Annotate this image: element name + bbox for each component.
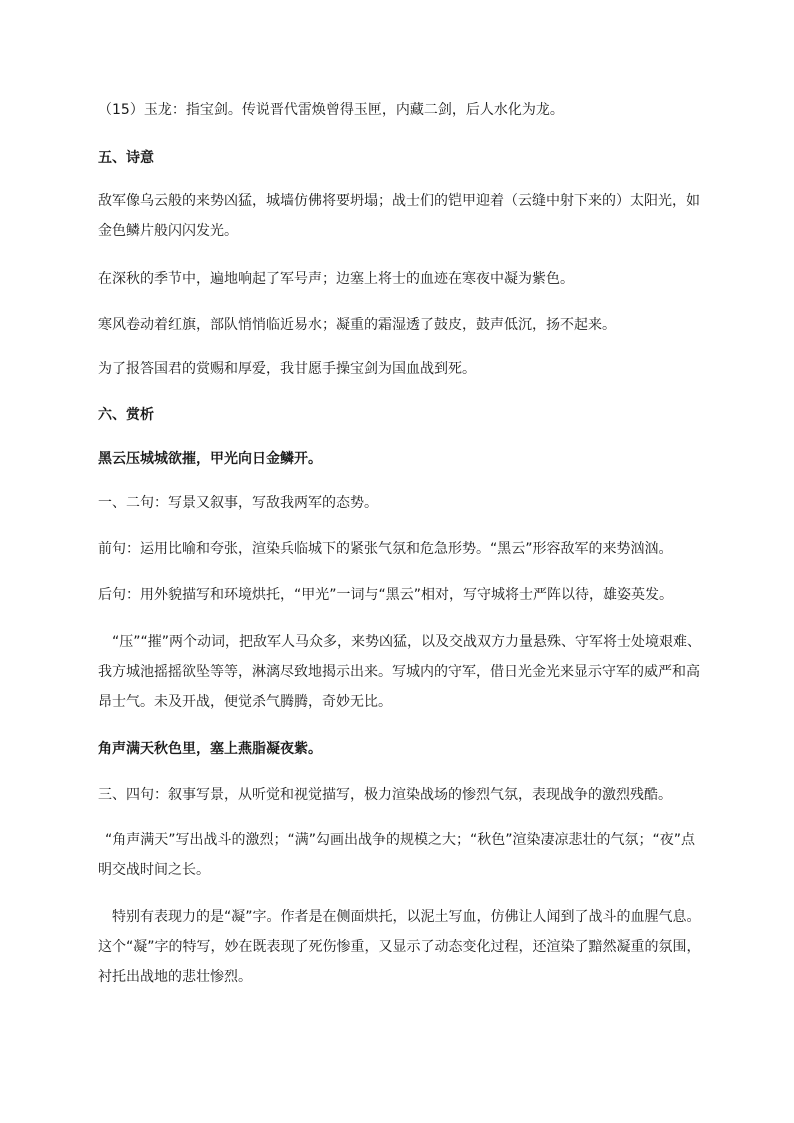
footnote-15: （15）玉龙：指宝剑。传说晋代雷焕曾得玉匣，内藏二剑，后人水化为龙。: [98, 102, 564, 118]
couplet-1-verb-analysis: “压”“摧”两个动词，把敌军人马众多，来势凶猛，以及交战双方力量悬殊、守军将士处境艰难、我方城池摇摇欲坠等等，淋漓尽致地揭示出来。写城内的守军，借日光金光来显示守军的威严和高昂士气。未及开战，便觉杀气腾腾，奇妙无比。: [98, 634, 702, 710]
section-heading-appreciation: 六、赏析: [98, 407, 154, 423]
couplet-2-word-analysis: “角声满天”写出战斗的激烈；“满”勾画出战争的规模之大；“秋色”渲染凄凉悲壮的气氛；“夜”点明交战时间之长。: [98, 832, 696, 878]
couplet-2-summary: 三、四句：叙事写景，从听觉和视觉描写，极力渲染战场的惨烈气氛，表现战争的激烈残酷。: [98, 787, 672, 803]
couplet-1-front-analysis: 前句：运用比喻和夸张，渲染兵临城下的紧张气氛和危急形势。“黑云”形容敌军的来势汹汹。: [98, 541, 673, 557]
couplet-2-ning-analysis: 特别有表现力的是“凝”字。作者是在侧面烘托，以泥土写血，仿佛让人闻到了战斗的血腥气息。这个“凝”字的特写，妙在既表现了死伤惨重，又显示了动态变化过程，还渲染了黯然凝重的氛围，衬托出战地的悲壮惨烈。: [98, 909, 701, 985]
couplet-1-quote: 黑云压城城欲摧，甲光向日金鳞开。: [98, 451, 322, 467]
couplet-1-back-analysis: 后句：用外貌描写和环境烘托，“甲光”一词与“黑云”相对，写守城将士严阵以待，雄姿英发。: [98, 587, 674, 603]
poem-meaning-line-2: 在深秋的季节中，遍地响起了军号声；边塞上将士的血迹在寒夜中凝为紫色。: [98, 271, 574, 287]
couplet-2-quote: 角声满天秋色里，塞上燕脂凝夜紫。: [98, 741, 322, 757]
poem-meaning-line-4: 为了报答国君的赏赐和厚爱，我甘愿手操宝剑为国血战到死。: [98, 361, 476, 377]
section-heading-poem-meaning: 五、诗意: [98, 150, 154, 166]
couplet-1-summary: 一、二句：写景又叙事，写敌我两军的态势。: [98, 495, 378, 511]
poem-meaning-line-3: 寒风卷动着红旗，部队悄悄临近易水；凝重的霜湿透了鼓皮，鼓声低沉，扬不起来。: [98, 317, 616, 333]
poem-meaning-line-1: 敌军像乌云般的来势凶猛，城墙仿佛将要坍塌；战士们的铠甲迎着（云缝中射下来的）太阳光，如金色鳞片般闪闪发光。: [98, 193, 700, 239]
